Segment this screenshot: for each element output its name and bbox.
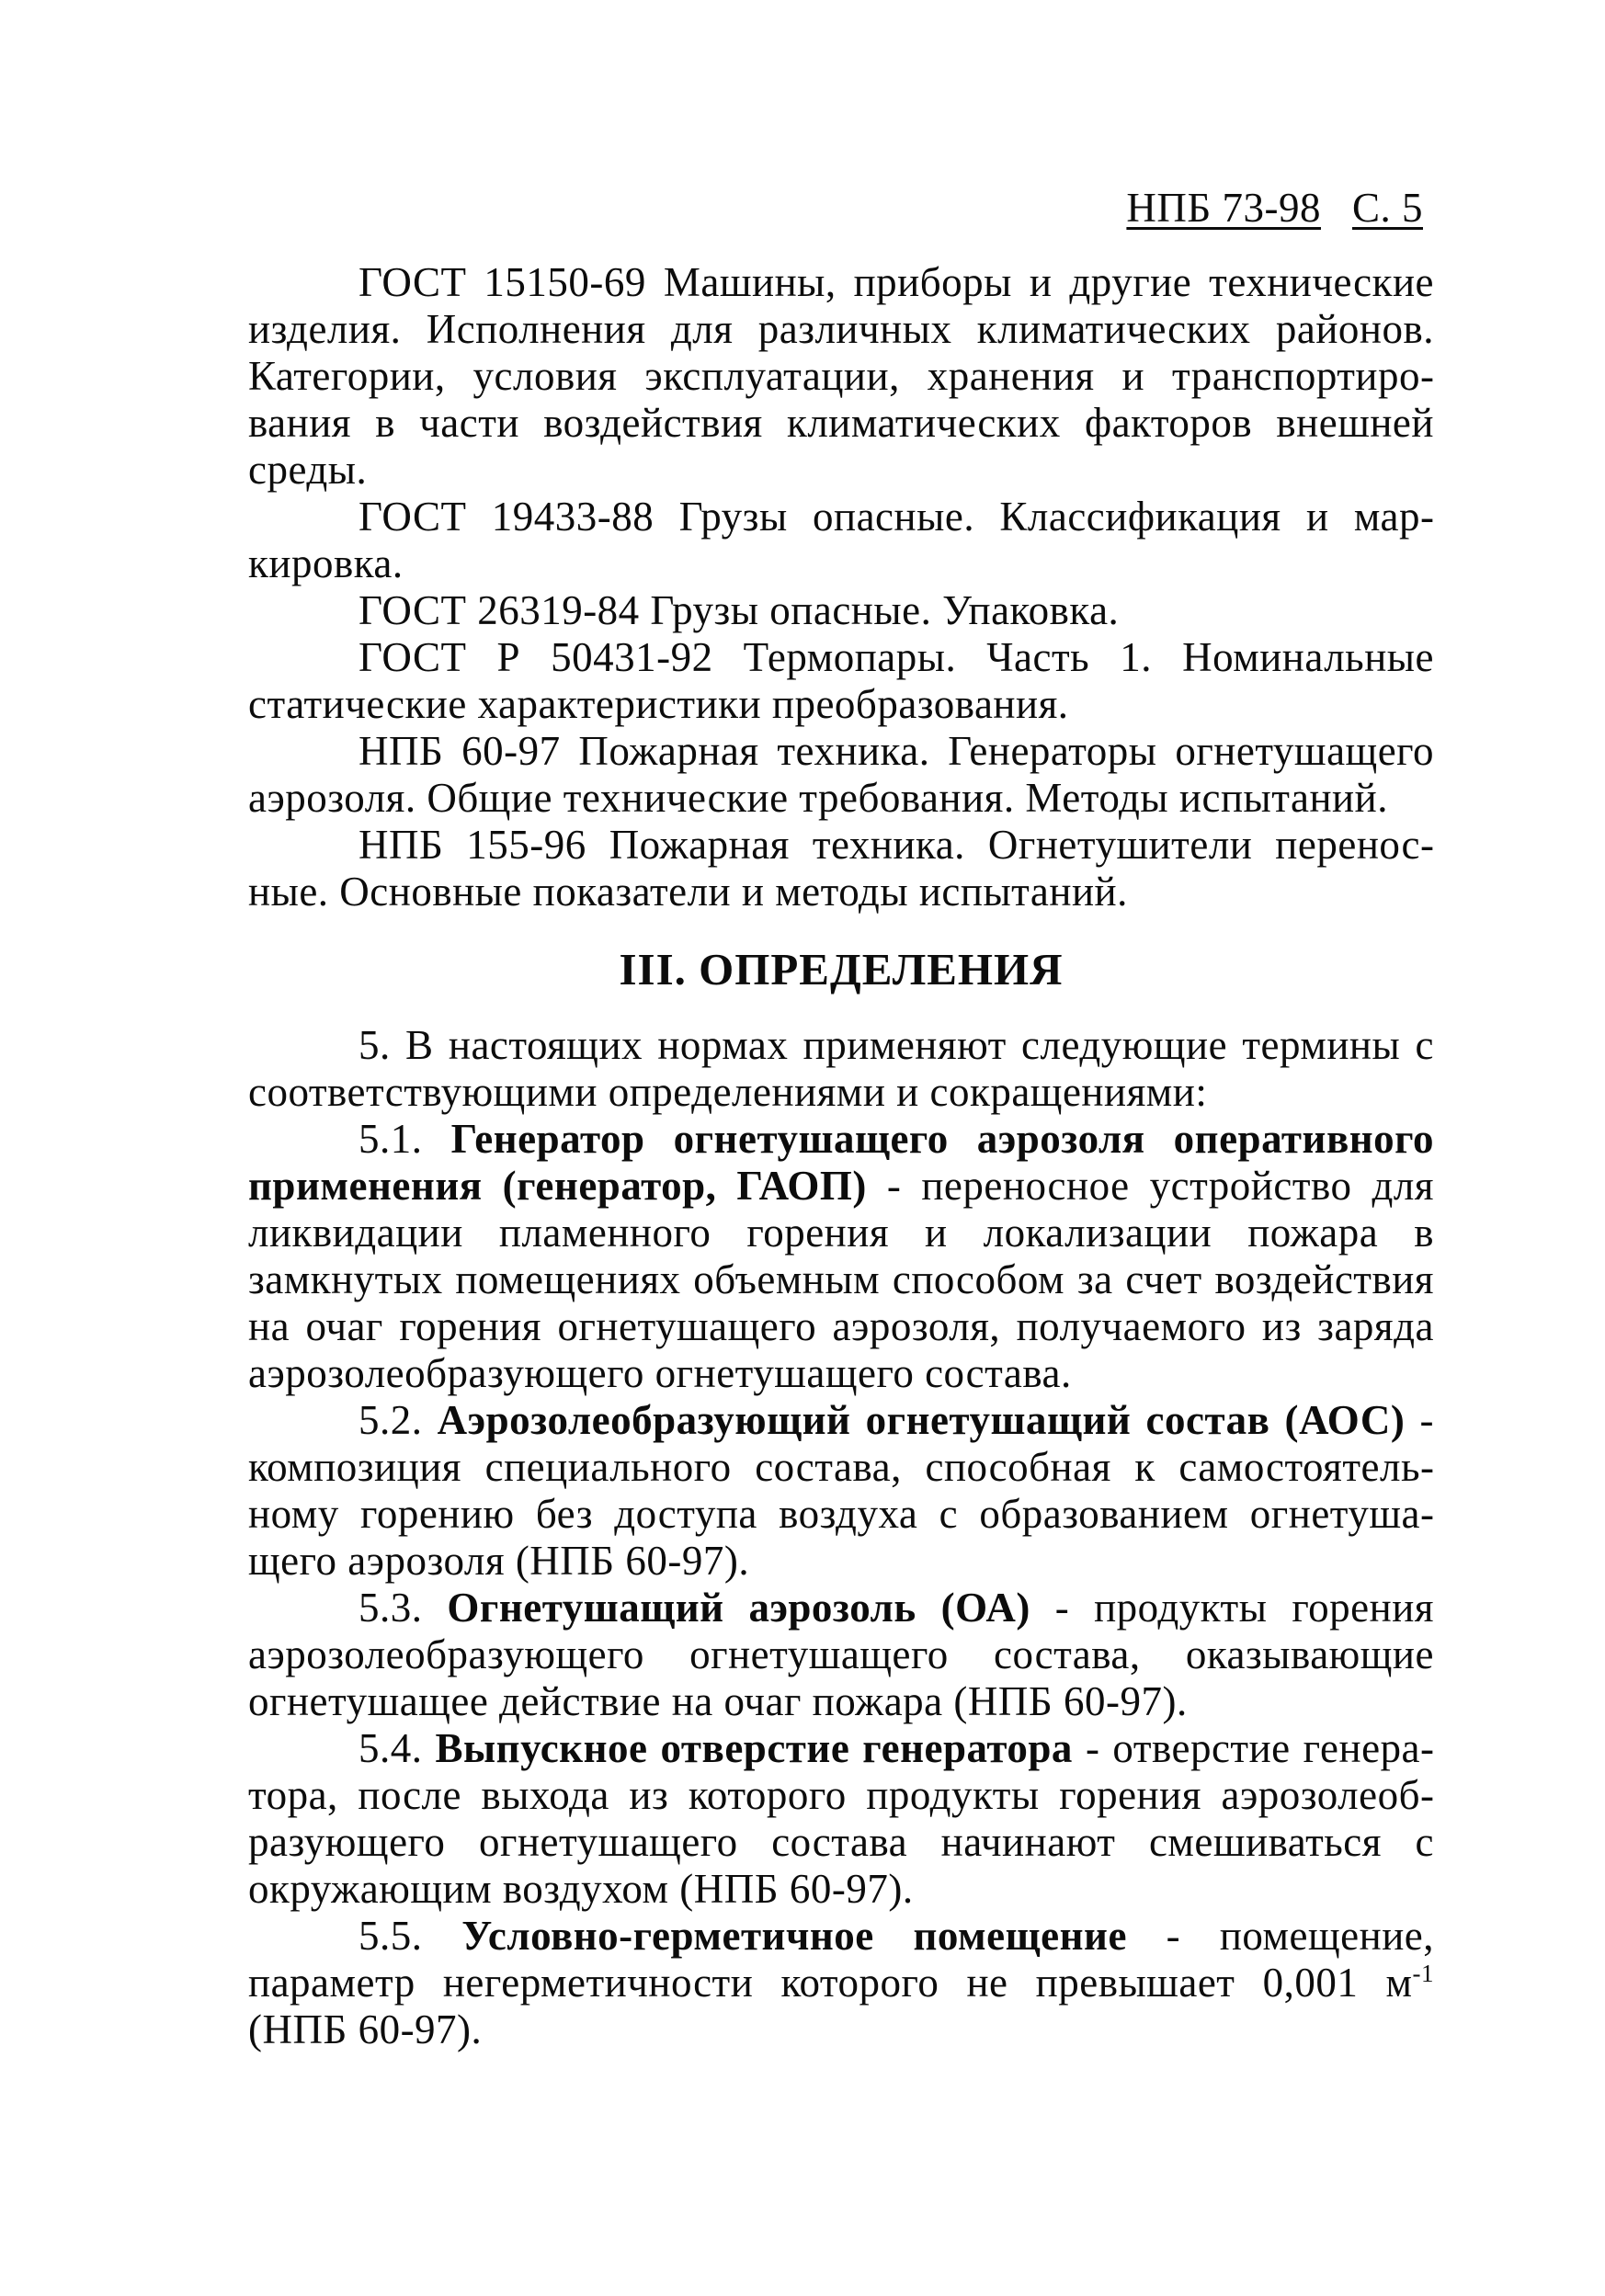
definition-number: 5.3. <box>359 1585 423 1631</box>
definition-text: - переносное устройство для ликвидации пламенного горения и локализации пожара в замкнутых помещениях объемным способом за счет воздействия на очаг горения огнетушащего аэрозоля, получаемого из заряда аэрозолеобразующего огнетушащего состава. <box>248 1163 1434 1396</box>
definition-number: 5.2. <box>359 1397 423 1443</box>
document-code: НПБ 73-98 <box>1126 185 1321 231</box>
reference-entry: ГОСТ Р 50431-92 Термопары. Часть 1. Номинальные статические характеристики преобразования. <box>248 634 1434 727</box>
definition-text: - помещение, параметр негерметичности которого не превышает 0,001 м <box>248 1913 1434 2006</box>
definition-term: Огнетушащий аэрозоль (ОА) <box>447 1585 1030 1631</box>
definition-text-end: (НПБ 60-97). <box>248 2006 483 2052</box>
definition-5-2 <box>248 1397 1434 1585</box>
definition-5-4 <box>248 1725 1434 1913</box>
reference-entry: НПБ 155-96 Пожарная техника. Огнетушители переносные. Основные показатели и методы испытаний. <box>248 822 1434 915</box>
definition-term: Аэрозолеобразующий огнетушащий состав (АОС) <box>437 1397 1406 1443</box>
definition-number: 5.5. <box>359 1913 423 1959</box>
definition-number: 5.4. <box>359 1725 423 1771</box>
definition-5-5 <box>248 1913 1434 2053</box>
definition-text: - продукты горения аэрозолеобразующего огнетушащего состава, оказывающие огнетушащее действие на очаг пожара (НПБ 60-97). <box>248 1585 1434 1724</box>
section-intro: 5. В настоящих нормах применяют следующие термины с соответствующими определениями и сокращениями: <box>248 1022 1434 1115</box>
reference-entry: ГОСТ 15150-69 Машины, приборы и другие технические изделия. Исполнения для различных климатических районов. Категории, условия эксплуатации, хранения и транспортирования в части воздействия климатических факторов внешней среды. <box>248 259 1434 493</box>
definition-text: - отверстие генератора, после выхода из которого продукты горения аэрозолеобразующего огнетушащего состава начинают смешиваться с окружающим воздухом (НПБ 60-97). <box>248 1725 1435 1912</box>
definition-term: Генератор огнетушащего аэрозоля оперативного применения (генератор, ГАОП) <box>248 1116 1434 1209</box>
reference-entry: НПБ 60-97 Пожарная техника. Генераторы огнетушащего аэрозоля. Общие технические требования. Методы испытаний. <box>248 728 1434 821</box>
definition-term: Условно-герметичное помещение <box>461 1913 1127 1959</box>
reference-entry: ГОСТ 26319-84 Грузы опасные. Упаковка. <box>359 587 1120 633</box>
page-number: С. 5 <box>1351 185 1423 231</box>
definition-term: Выпускное отверстие генератора <box>435 1725 1073 1771</box>
definition-5-1 <box>248 1116 1434 1397</box>
definition-number: 5.1. <box>359 1116 423 1162</box>
section-title: III. ОПРЕДЕЛЕНИЯ <box>619 944 1064 995</box>
definition-5-3 <box>248 1585 1434 1725</box>
reference-entry: ГОСТ 19433-88 Грузы опасные. Классификация и маркировка. <box>248 494 1434 586</box>
definition-text: - композиция специального состава, способная к самостоятельному горению без доступа воздуха с образованием огнетушащего аэрозоля (НПБ 60-97). <box>248 1397 1434 1584</box>
page-header <box>1126 182 1423 233</box>
document-body <box>248 259 1434 2053</box>
unit-exponent: -1 <box>1412 1960 1434 1987</box>
